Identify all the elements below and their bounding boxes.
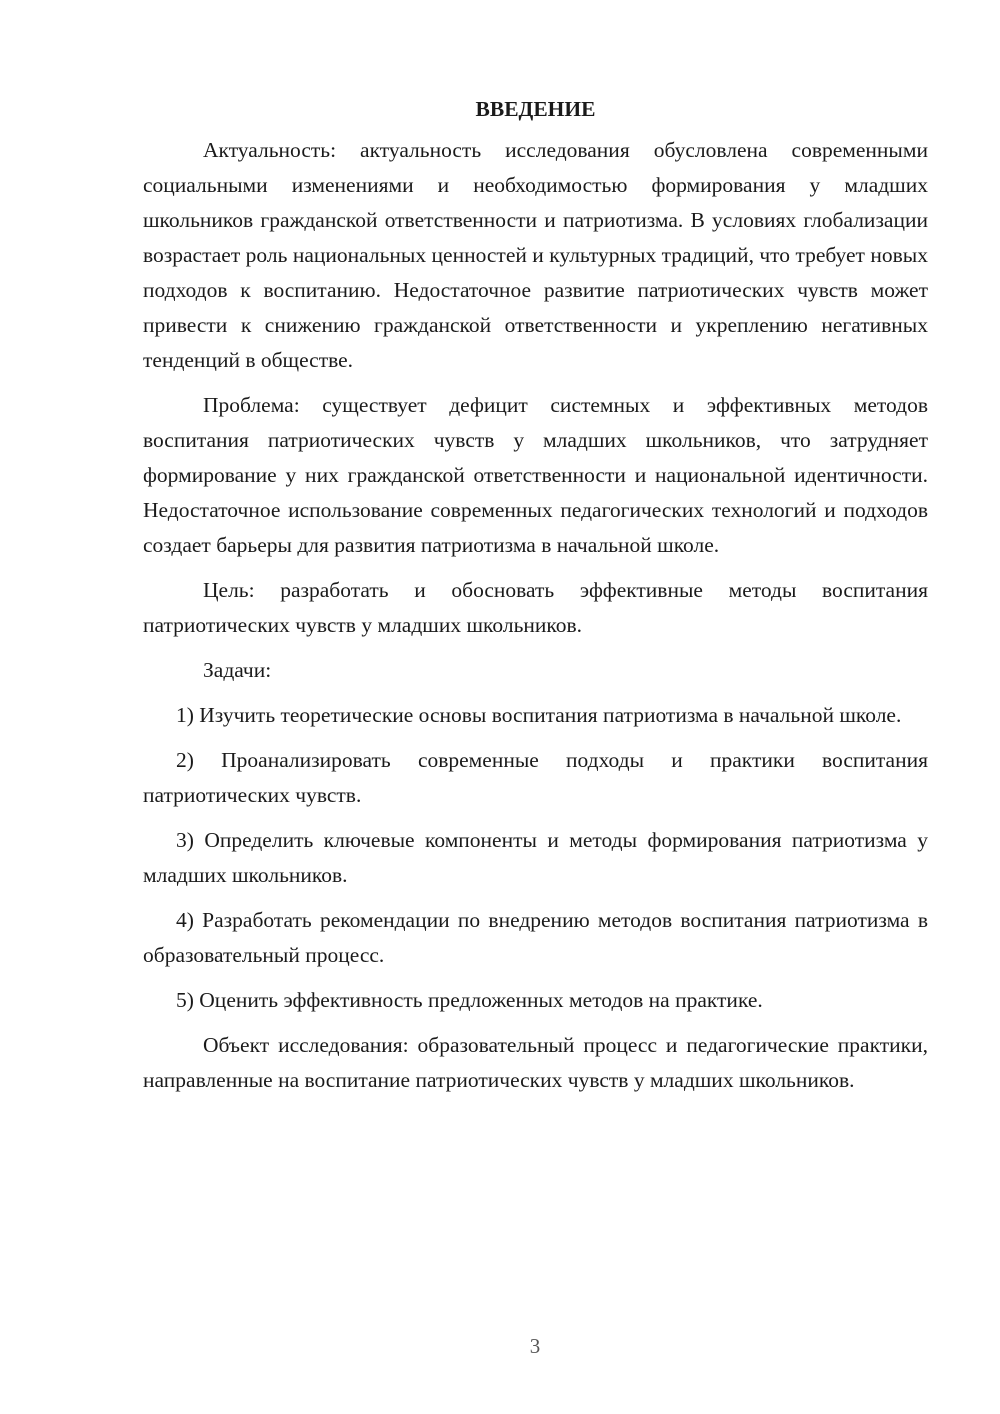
- document-page: [143, 92, 928, 1108]
- task-item-5: 5) Оценить эффективность предложенных методов на практике.: [176, 988, 763, 1012]
- task-item-3: 3) Определить ключевые компоненты и методы формирования патриотизма у младших школьников.: [143, 828, 928, 887]
- paragraph-goal: Цель: разработать и обосновать эффективные методы воспитания патриотических чувств у младших школьников.: [143, 578, 928, 637]
- page-number: 3: [529, 1334, 541, 1358]
- task-item-4: 4) Разработать рекомендации по внедрению методов воспитания патриотизма в образовательный процесс.: [143, 908, 928, 967]
- tasks-heading: Задачи:: [203, 658, 272, 682]
- paragraph-problem: Проблема: существует дефицит системных и эффективных методов воспитания патриотических чувств у младших школьников, что затрудняет формирование у них гражданской ответственности и национальной идентичности. Недостаточное использование современных педагогических технологий и подходов создает барьеры для развития патриотизма в начальной школе.: [143, 393, 928, 557]
- task-item-1: 1) Изучить теоретические основы воспитания патриотизма в начальной школе.: [176, 703, 902, 727]
- section-title: ВВЕДЕНИЕ: [475, 97, 596, 121]
- paragraph-object: Объект исследования: образовательный процесс и педагогические практики, направленные на воспитание патриотических чувств у младших школьников.: [143, 1033, 928, 1092]
- task-item-2: 2) Проанализировать современные подходы и практики воспитания патриотических чувств.: [143, 748, 928, 807]
- paragraph-actuality: Актуальность: актуальность исследования обусловлена современными социальными изменениями и необходимостью формирования у младших школьников гражданской ответственности и патриотизма. В условиях глобализации возрастает роль национальных ценностей и культурных традиций, что требует новых подходов к воспитанию. Недостаточное развитие патриотических чувств может привести к снижению гражданской ответственности и укреплению негативных тенденций в обществе.: [143, 138, 928, 372]
